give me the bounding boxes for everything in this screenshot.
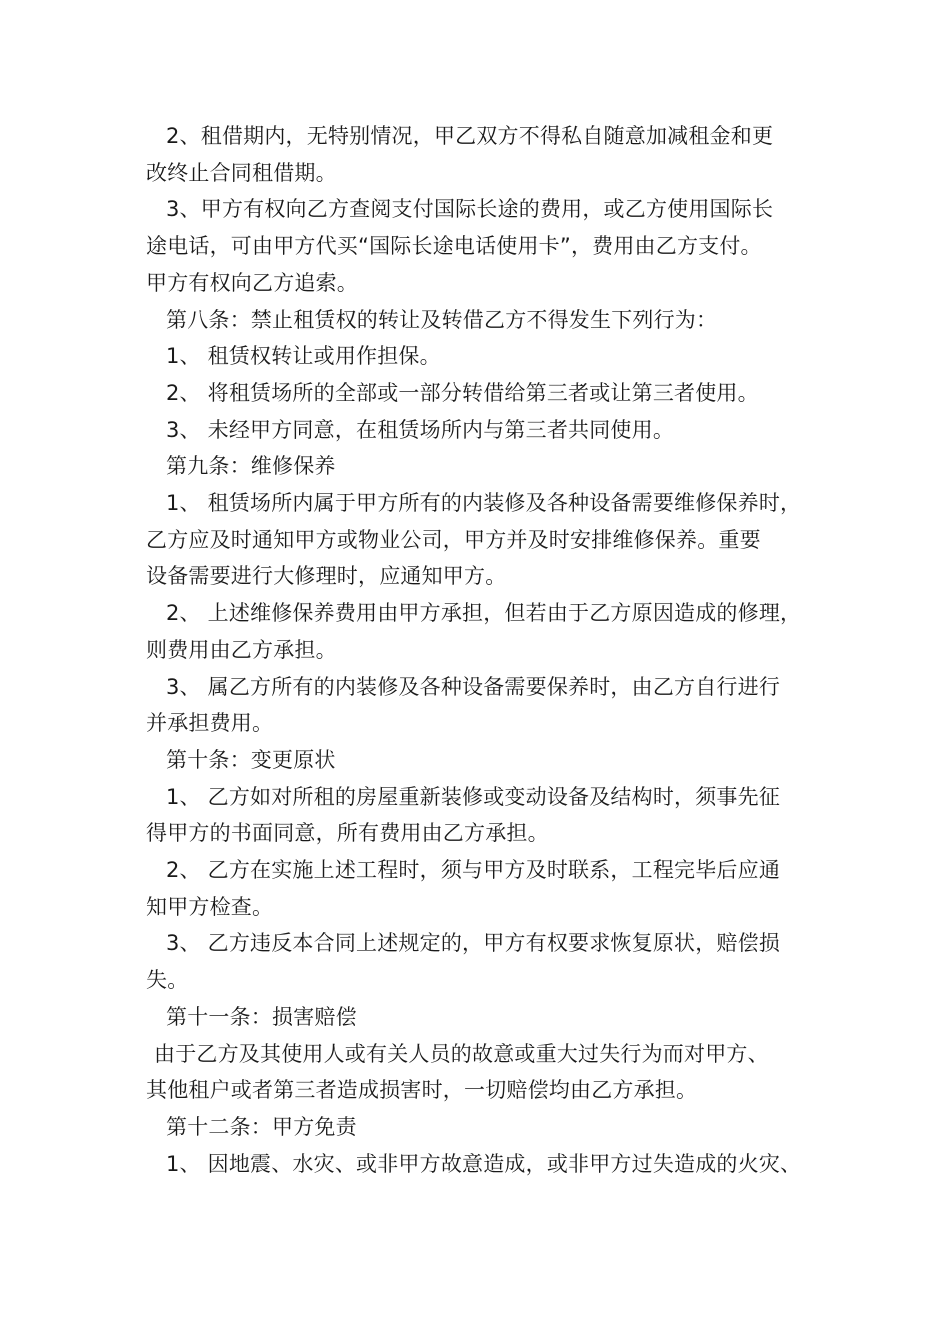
text-line: 1、 租赁权转让或用作担保。	[166, 344, 441, 369]
text-line: 第十一条：损害赔偿	[166, 1004, 357, 1029]
text-line: 途电话，可由甲方代买“国际长途电话使用卡”，费用由乙方支付。	[146, 234, 762, 259]
text-line: 2、 乙方在实施上述工程时，须与甲方及时联系，工程完毕后应通	[166, 858, 781, 883]
clause-11-heading	[146, 999, 828, 1036]
text-line: 第十条：变更原状	[166, 747, 336, 772]
text-line: 得甲方的书面同意，所有费用由乙方承担。	[146, 821, 549, 846]
clause-8-item-3	[146, 412, 828, 449]
text-line: 设备需要进行大修理时，应通知甲方。	[146, 564, 507, 589]
text-line: 第十二条：甲方免责	[166, 1114, 357, 1139]
clause-10-item-2	[146, 852, 828, 925]
clause-9-heading	[146, 448, 828, 485]
clause-12-item-1	[146, 1146, 828, 1183]
clause-10-item-1	[146, 779, 828, 852]
text-line: 并承担费用。	[146, 711, 274, 736]
clause-11-body	[146, 1036, 828, 1109]
text-line: 1、 乙方如对所租的房屋重新装修或变动设备及结构时，须事先征	[166, 784, 781, 809]
text-line: 第八条：禁止租赁权的转让及转借乙方不得发生下列行为：	[166, 307, 718, 332]
text-line: 改终止合同租借期。	[146, 160, 337, 185]
clause-12-heading	[146, 1109, 828, 1146]
clause-8-item-1	[146, 338, 828, 375]
text-line: 其他租户或者第三者造成损害时，一切赔偿均由乙方承担。	[146, 1078, 698, 1103]
text-line: 3、甲方有权向乙方查阅支付国际长途的费用，或乙方使用国际长	[166, 197, 774, 222]
text-line: 1、 租赁场所内属于甲方所有的内装修及各种设备需要维修保养时，	[166, 491, 802, 516]
clause-10-item-3	[146, 925, 828, 998]
clause-9-item-1	[146, 485, 828, 595]
text-line: 由于乙方及其使用人或有关人员的故意或重大过失行为而对甲方、	[154, 1041, 769, 1066]
text-line: 3、 乙方违反本合同上述规定的，甲方有权要求恢复原状，赔偿损	[166, 931, 781, 956]
clause-8-heading	[146, 302, 828, 339]
clause-7-item-2	[146, 118, 828, 191]
text-line: 2、租借期内，无特别情况，甲乙双方不得私自随意加减租金和更	[166, 124, 774, 148]
clause-9-item-2	[146, 595, 828, 668]
text-line: 2、 上述维修保养费用由甲方承担，但若由于乙方原因造成的修理，	[166, 601, 802, 626]
text-line: 乙方应及时通知甲方或物业公司，甲方并及时安排维修保养。重要	[146, 527, 761, 552]
text-line: 知甲方检查。	[146, 894, 274, 919]
text-line: 则费用由乙方承担。	[146, 637, 337, 662]
text-line: 甲方有权向乙方追索。	[146, 270, 358, 295]
clause-8-item-2	[146, 375, 828, 412]
text-line: 2、 将租赁场所的全部或一部分转借给第三者或让第三者使用。	[166, 380, 759, 405]
text-line: 3、 未经甲方同意，在租赁场所内与第三者共同使用。	[166, 417, 675, 442]
text-line: 第九条：维修保养	[166, 454, 336, 479]
document-body	[146, 118, 828, 1182]
clause-10-heading	[146, 742, 828, 779]
text-line: 3、 属乙方所有的内装修及各种设备需要保养时，由乙方自行进行	[166, 674, 781, 699]
text-line: 1、 因地震、水灾、或非甲方故意造成，或非甲方过失造成的火灾、	[166, 1151, 802, 1176]
clause-9-item-3	[146, 669, 828, 742]
clause-7-item-3	[146, 191, 828, 301]
text-line: 失。	[146, 968, 189, 993]
